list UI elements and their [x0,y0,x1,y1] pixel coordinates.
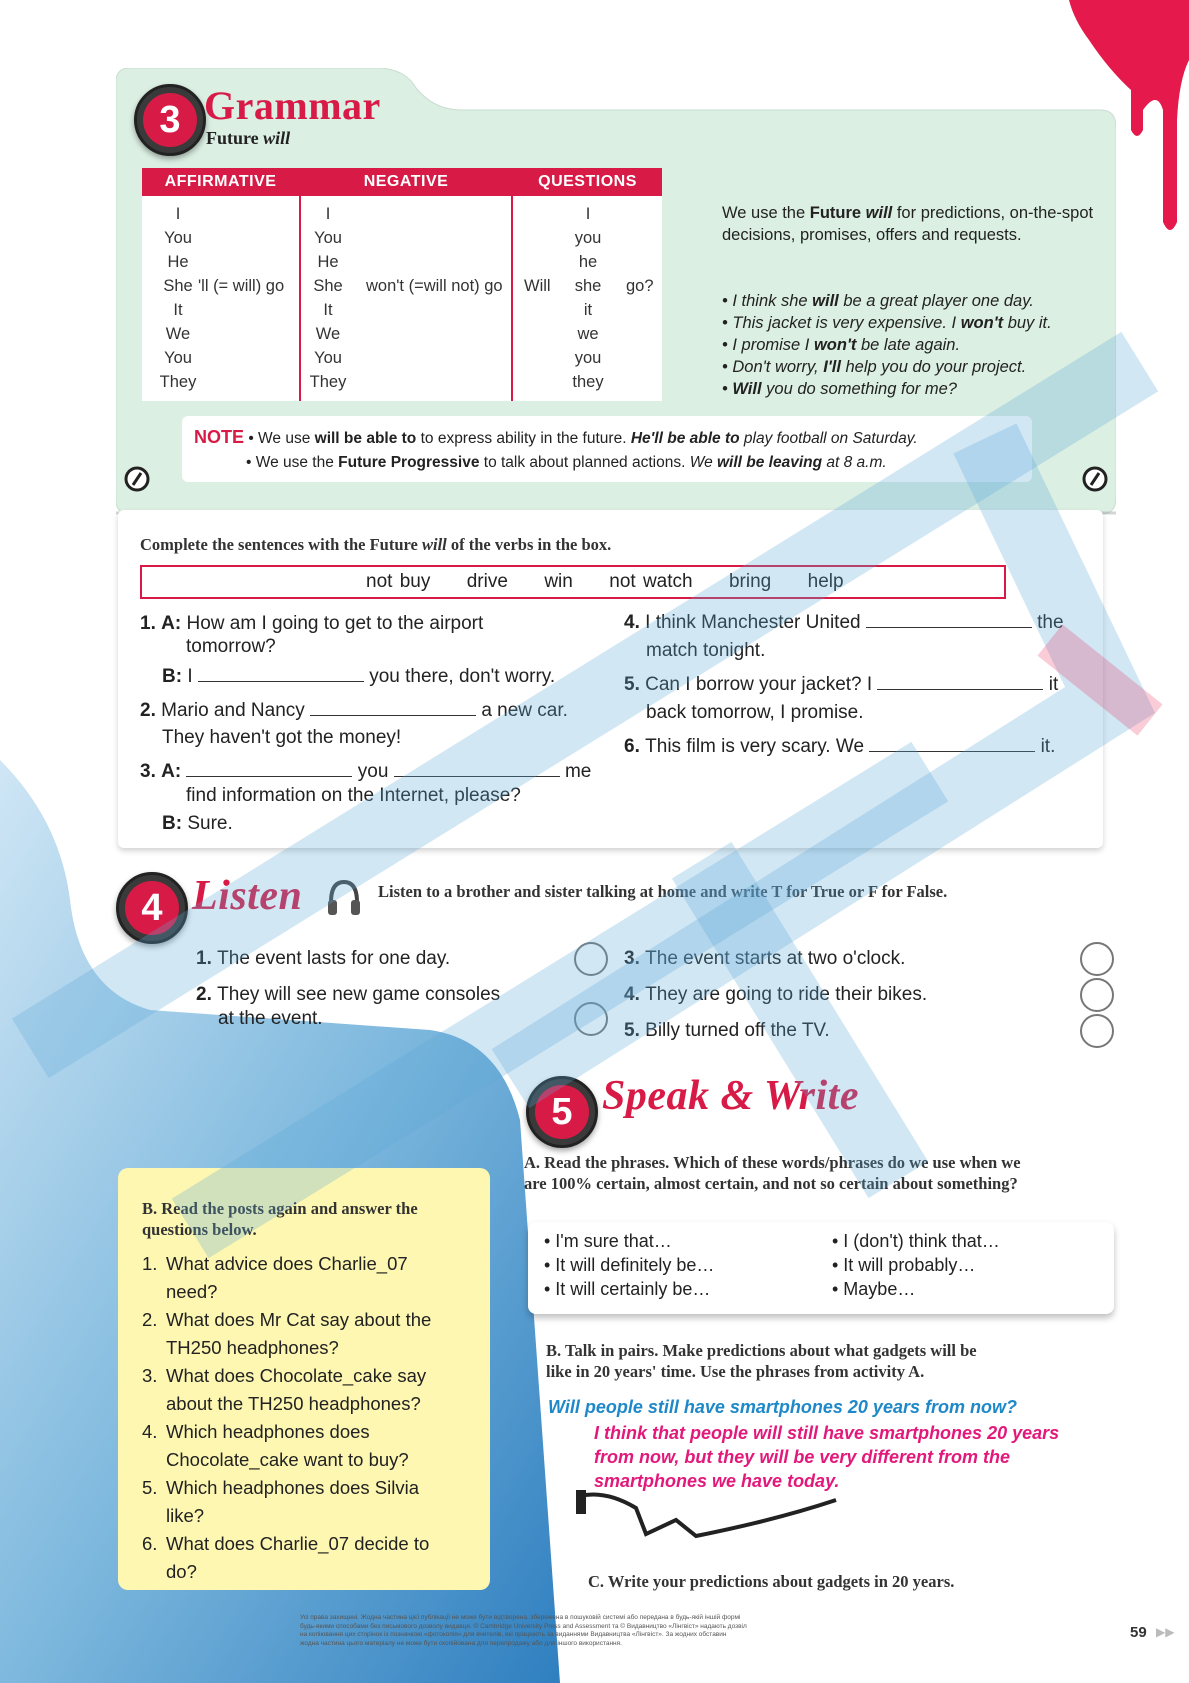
section-4-badge [116,872,188,944]
phrases-left [544,1229,714,1301]
audio-disc-icon[interactable] [1082,466,1108,492]
listen-item-1: 1. The event lasts for one day. [196,948,451,969]
usage-example: • This jacket is very expensive. I won't buy it. [722,314,1052,332]
grammar-panel [116,68,1116,516]
pronoun: They [309,373,347,391]
header-questions: QUESTIONS [513,168,662,196]
answer-circle[interactable] [574,1002,608,1036]
grammar-table [142,168,662,401]
pronoun: it [583,301,593,319]
phrase: • I (don't) think that… [832,1231,1000,1251]
pronoun: We [165,325,191,343]
answer-circle[interactable] [1080,978,1114,1012]
section-subtitle [206,128,290,149]
verb: help [807,571,844,592]
list-item-cont: do? [166,1561,197,1582]
pronoun: It [323,301,333,319]
pronoun: they [572,373,604,391]
pronoun: It [173,301,183,319]
pronoun: He [317,253,339,271]
exercise-item-1: 1. A: How am I going to get to the airport [140,613,484,634]
page-number: 59 [1130,1624,1147,1641]
list-item: 4. Which headphones does [142,1421,370,1442]
listen-item-3: 3. The event starts at two o'clock. [624,948,906,969]
pronoun: You [164,349,192,367]
example-question: Will people still have smartphones 20 years from now? [548,1397,1017,1417]
answer-blank[interactable] [869,737,1035,752]
note-label: NOTE [194,427,245,447]
section-title: Grammar [204,83,381,128]
header-negative: NEGATIVE [301,168,511,196]
usage-example: • I think she will be a great player one day. [722,292,1034,310]
answer-circle[interactable] [1080,1014,1114,1048]
listen-item-5: 5. Billy turned off the TV. [624,1020,830,1041]
next-page-icon[interactable]: ▶▶ [1156,1625,1175,1639]
section-3-badge [134,84,206,156]
posts-questions-list [142,1250,431,1586]
answer-circle[interactable] [574,942,608,976]
negative-pronouns [308,202,348,394]
activity-c-instruction: C. Write your predictions about gadgets in 20 years. [588,1572,955,1591]
exercise-item-3-b: B: Sure. [162,813,233,834]
exercise-item-1-line2: tomorrow? [186,636,276,657]
pronoun: You [164,229,192,247]
usage-bold: Future [809,204,866,222]
answer-blank[interactable] [866,613,1032,628]
pen-stroke-decoration [576,1490,876,1560]
speak-write-title: Speak & Write [602,1073,859,1119]
usage-text: for predictions, on-the-spot decisions, promises, offers and requests. [722,204,1094,244]
pronoun: she [574,277,602,295]
usage-examples [722,290,1112,400]
subtitle-em: will [263,128,291,148]
list-item-cont: about the TH250 headphones? [166,1393,421,1414]
list-item: 3. What does Chocolate_cake say [142,1365,427,1386]
pronoun: he [578,253,598,271]
posts-questions-title: B. Read the posts again and answer the questions below. [142,1199,418,1239]
exercise-item-5-line2: back tomorrow, I promise. [646,702,864,723]
answer-blank[interactable] [186,762,352,777]
pronoun: I [175,205,181,223]
copyright-notice: Усі права захищені. Жодна частина цієї публікації не може бути відтворена, збережена в пошуковій системі або передана в будь-якій іншій формі будь-якими способами без письмового дозволу видавця. © Cambridge University Press and Assessment та © Видавництво «Лінгвіст» надають дозвіл на копіювання цих сторінок із позначкою «фотокопія» для вчителів, які працюють за виданнями Видавництва «Лінгвіст». За жодних обставин жодна частина цього матеріалу не може бути скопійована для перепродажу або для іншого використання. [300,1614,747,1647]
answer-blank[interactable] [877,675,1043,690]
verb: not buy [366,571,431,592]
audio-disc-icon[interactable] [124,466,150,492]
activity-a-instruction: A. Read the phrases. Which of these words/phrases do we use when we are 100% certain, almost certain, and not so certain about something? [524,1153,1021,1193]
pronoun: I [585,205,591,223]
affirmative-form: 'll (= will) go [198,277,285,295]
listen-item-2: 2. They will see new game consoles [196,984,501,1005]
exercise-item-1-b: B: I you there, don't worry. [162,666,556,687]
example-answer: I think that people will still have smartphones 20 years from now, but they will be very different from the smartphones we have today. [594,1423,1060,1491]
col-divider [299,168,301,401]
activity-b-instruction: B. Talk in pairs. Make predictions about what gadgets will be like in 20 years' time. Use the phrases from activity A. [546,1341,977,1381]
list-item: 6. What does Charlie_07 decide to [142,1533,430,1554]
exercise-instruction: Complete the sentences with the Future will of the verbs in the box. [140,535,612,554]
usage-example: • I promise I won't be late again. [722,336,961,354]
phrase: • It will certainly be… [544,1279,711,1299]
question-aux: Will [524,277,551,295]
answer-blank[interactable] [394,762,560,777]
section-number: 5 [535,1085,589,1139]
exercise-item-2-line2: They haven't got the money! [162,727,402,748]
question-pronouns [558,202,618,394]
answer-circle[interactable] [1080,942,1114,976]
verb: not watch [609,571,693,592]
question-verb: go? [626,277,654,295]
list-item-cont: TH250 headphones? [166,1337,339,1358]
pronoun: You [314,349,342,367]
list-item-cont: Chocolate_cake want to buy? [166,1449,409,1470]
verb: win [544,571,573,592]
negative-form: won't (=will not) go [366,277,503,295]
affirmative-pronouns [158,202,198,394]
pronoun: you [574,349,602,367]
exercise-item-2: 2. Mario and Nancy a new car. [140,700,568,721]
exercise-item-3: 3. A: you me [140,761,592,782]
exercise-item-3-line2: find information on the Internet, please? [186,785,521,806]
list-item: 5. Which headphones does Silvia [142,1477,419,1498]
list-item-cont: need? [166,1281,218,1302]
list-item: 2. What does Mr Cat say about the [142,1309,432,1330]
verb-list [366,571,844,593]
section-number: 3 [143,93,197,147]
pronoun: We [315,325,341,343]
verb: drive [466,571,508,592]
note-line-2: • We use the Future Progressive to talk about planned actions. We will be leaving at 8 a.m. [246,454,887,471]
section-5-badge [526,1076,598,1148]
note-box [182,416,1032,482]
answer-blank[interactable] [198,667,364,682]
exercise-item-6: 6. This film is very scary. We it. [624,736,1056,757]
pronoun: He [167,253,189,271]
listen-item-4: 4. They are going to ride their bikes. [624,984,928,1005]
usage-example: • Don't worry, I'll help you do your project. [722,358,1027,376]
listen-instruction: Listen to a brother and sister talking at home and write T for True or F for False. [378,882,948,901]
phrases-right [832,1229,1000,1301]
pronoun: You [314,229,342,247]
listen-item-2-line2: at the event. [218,1008,323,1029]
listen-title: Listen [192,873,303,919]
subtitle-prefix: Future [206,128,264,148]
note-line-1: NOTE • We use will be able to to express ability in the future. He'll be able to play football on Saturday. [194,427,918,447]
phrase: • I'm sure that… [544,1231,672,1251]
header-affirmative: AFFIRMATIVE [142,168,299,196]
pronoun: we [577,325,599,343]
pronoun: you [574,229,602,247]
col-divider [511,168,513,401]
verb-box [140,565,1006,599]
exercise-item-5: 5. Can I borrow your jacket? I it [624,674,1059,695]
exercise-item-4-line2: match tonight. [646,640,766,661]
exercise-item-4: 4. I think Manchester United the [624,612,1064,633]
usage-text: We use the [722,204,810,222]
headphones-icon[interactable] [326,878,362,918]
usage-example: • Will you do something for me? [722,380,957,398]
answer-blank[interactable] [310,701,476,716]
pronoun: She [313,277,343,295]
list-item: 1. What advice does Charlie_07 [142,1253,408,1274]
list-item-cont: like? [166,1505,205,1526]
phrase: • It will definitely be… [544,1255,715,1275]
phrase: • It will probably… [832,1255,976,1275]
pronoun: She [163,277,193,295]
pronoun: They [159,373,197,391]
usage-bold-em: will [865,204,893,222]
section-number: 4 [125,881,179,935]
pronoun: I [325,205,331,223]
usage-intro [722,202,1102,246]
verb: bring [728,571,772,592]
phrase: • Maybe… [832,1279,916,1299]
